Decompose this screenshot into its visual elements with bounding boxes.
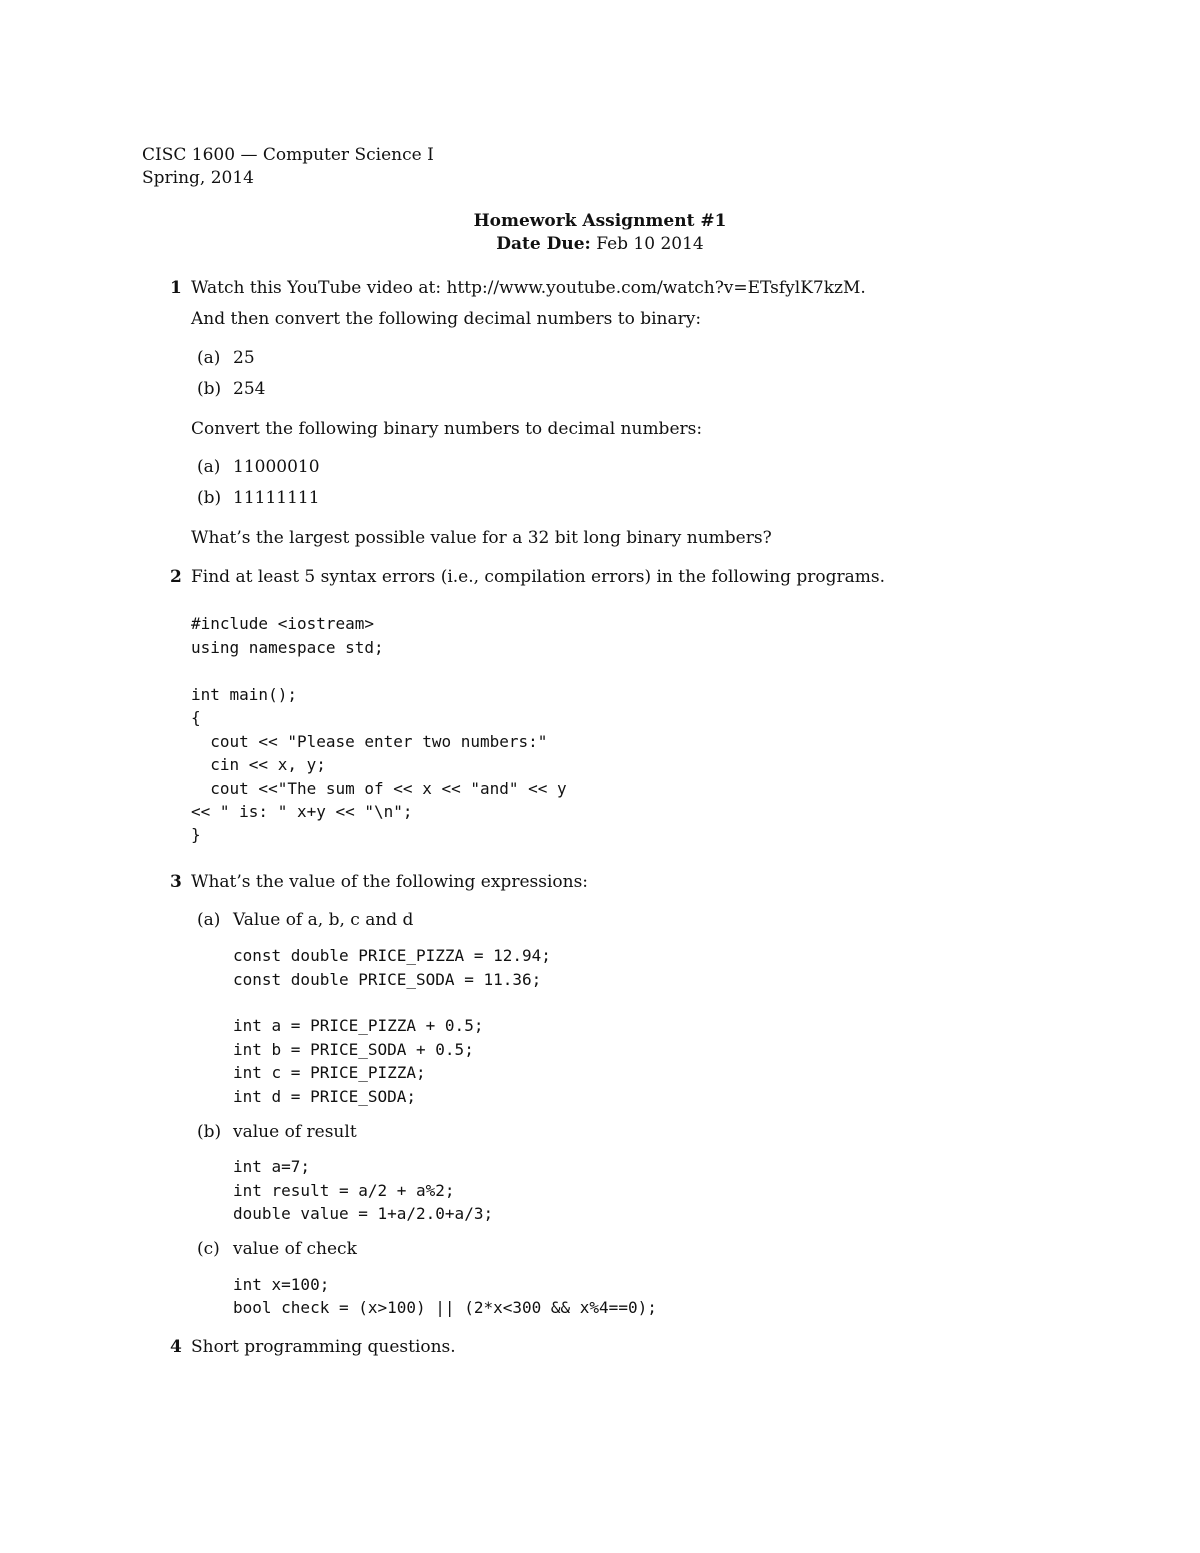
q1-convert-to-decimal: Convert the following binary numbers to decimal numbers:	[191, 419, 703, 439]
q3-number: 3	[170, 872, 182, 892]
code-line: bool check = (x>100) || (2*x<300 && x%4==0);	[233, 1298, 657, 1317]
code-line: {	[191, 708, 201, 727]
code-line: cout << "Please enter two numbers:"	[191, 732, 548, 751]
q2-number: 2	[170, 567, 182, 587]
q1-bin-b-label: (b)	[197, 488, 222, 508]
code-line: int c = PRICE_PIZZA;	[233, 1063, 426, 1082]
code-line: const double PRICE_SODA = 11.36;	[233, 970, 542, 989]
code-line: int x=100;	[233, 1275, 330, 1294]
code-line: int b = PRICE_SODA + 0.5;	[233, 1040, 474, 1059]
q2-text: Find at least 5 syntax errors (i.e., compilation errors) in the following programs.	[191, 567, 886, 587]
q3a-text: Value of a, b, c and d	[233, 910, 414, 930]
q4-text: Short programming questions.	[191, 1337, 456, 1357]
q1-dec-b-label: (b)	[197, 379, 222, 399]
q1-intro: Watch this YouTube video at: http://www.youtube.com/watch?v=ETsfylK7kzM.	[191, 278, 866, 298]
q1-dec-a-value: 25	[233, 348, 255, 368]
code-line: #include <iostream>	[191, 614, 375, 633]
code-line: cout <<"The sum of << x << "and" << y	[191, 779, 567, 798]
q3c-label: (c)	[197, 1239, 220, 1259]
q4-number: 4	[170, 1337, 182, 1357]
code-line: int a = PRICE_PIZZA + 0.5;	[233, 1016, 484, 1035]
q1-bin-b-value: 11111111	[233, 488, 320, 508]
code-line: int a=7;	[233, 1157, 311, 1176]
q3a-label: (a)	[197, 910, 221, 930]
code-line: }	[191, 825, 201, 844]
q1-bin-a-value: 11000010	[233, 457, 320, 477]
code-line: double value = 1+a/2.0+a/3;	[233, 1204, 494, 1223]
q1-convert-to-binary: And then convert the following decimal numbers to binary:	[191, 309, 702, 329]
q1-dec-a-label: (a)	[197, 348, 221, 368]
due-date	[0, 236, 1200, 253]
assignment-title: Homework Assignment #1	[473, 211, 727, 231]
code-line: int main();	[191, 685, 297, 704]
course-title: CISC 1600 — Computer Science I	[142, 145, 434, 165]
code-line: int result = a/2 + a%2;	[233, 1181, 455, 1200]
q1-bin-a-label: (a)	[197, 457, 221, 477]
code-line: int d = PRICE_SODA;	[233, 1087, 417, 1106]
code-line: cin << x, y;	[191, 755, 326, 774]
q1-number: 1	[170, 278, 182, 298]
code-line: using namespace std;	[191, 638, 384, 657]
term: Spring, 2014	[142, 168, 254, 188]
q3b-label: (b)	[197, 1122, 222, 1142]
q1-dec-b-value: 254	[233, 379, 266, 399]
q3b-text: value of result	[233, 1122, 357, 1142]
due-value: Feb 10 2014	[596, 234, 704, 254]
due-label: Date Due:	[496, 234, 591, 254]
q3c-text: value of check	[233, 1239, 357, 1259]
q1-largest-value: What’s the largest possible value for a 32 bit long binary numbers?	[191, 528, 772, 548]
code-line: << " is: " x+y << "\n";	[191, 802, 413, 821]
code-line: const double PRICE_PIZZA = 12.94;	[233, 946, 551, 965]
q3-text: What’s the value of the following expressions:	[191, 872, 589, 892]
